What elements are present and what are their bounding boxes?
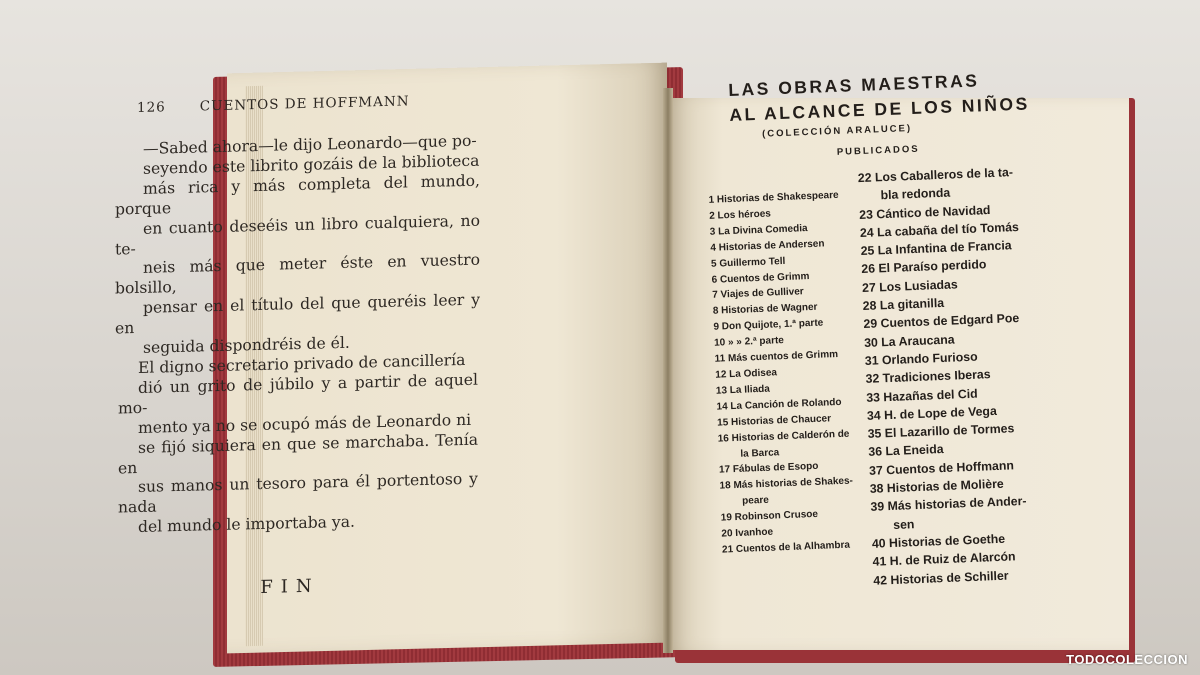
list-item: 2 Los héroes bbox=[709, 208, 772, 222]
list-item: peare bbox=[741, 494, 770, 507]
list-item: 3 La Divina Comedia bbox=[709, 222, 808, 238]
list-item: 36 La Eneida bbox=[868, 442, 944, 460]
published-heading: PUBLICADOS bbox=[836, 143, 920, 158]
list-item: bla redonda bbox=[880, 185, 951, 203]
list-item: 20 Ivanhoe bbox=[721, 526, 774, 540]
list-item: 39 Más historias de Ander- bbox=[870, 494, 1027, 515]
list-item: 8 Historias de Wagner bbox=[712, 302, 818, 318]
text-line: pensar en el título del que queréis leer y en bbox=[115, 290, 480, 338]
text-line: seyendo este librito gozáis de la biblioteca bbox=[143, 151, 480, 178]
page-number: 126 bbox=[137, 99, 166, 116]
book-gutter bbox=[663, 88, 673, 653]
text-line: El digno secretario privado de cancillería bbox=[138, 350, 466, 377]
collection-name: (COLECCIÓN ARALUCE) bbox=[761, 122, 913, 140]
list-item: 25 La Infantina de Francia bbox=[860, 238, 1012, 259]
end-mark: FIN bbox=[260, 575, 320, 599]
list-item: 23 Cántico de Navidad bbox=[858, 202, 991, 222]
list-item: 28 La gitanilla bbox=[862, 295, 945, 314]
titles-column-2 bbox=[858, 161, 1074, 589]
list-item: 18 Más historias de Shakes- bbox=[719, 475, 854, 492]
list-item: 33 Hazañas del Cid bbox=[866, 386, 978, 405]
list-item: la Barca bbox=[740, 446, 780, 460]
list-item: sen bbox=[892, 516, 915, 532]
text-line: neis más que meter éste en vuestro bolsillo, bbox=[115, 251, 480, 298]
list-item: 21 Cuentos de la Alhambra bbox=[721, 539, 851, 556]
list-item: 10 » » 2.ª parte bbox=[713, 335, 785, 349]
list-item: 13 La Iliada bbox=[715, 383, 771, 397]
list-item: 29 Cuentos de Edgard Poe bbox=[863, 311, 1020, 332]
list-item: 41 H. de Ruiz de Alarcón bbox=[872, 549, 1016, 570]
left-page-text bbox=[100, 91, 500, 602]
list-item: 35 El Lazarillo de Tormes bbox=[867, 421, 1015, 442]
text-line: en cuanto deseéis un libro cualquiera, no te- bbox=[115, 211, 480, 259]
right-page-text bbox=[708, 67, 1062, 588]
list-item: 34 H. de Lope de Vega bbox=[866, 403, 998, 423]
text-line: sus manos un tesoro para él portentoso y nada bbox=[118, 470, 478, 517]
series-title-line-1: LAS OBRAS MAESTRAS bbox=[728, 70, 980, 100]
text-line: seguida dispondréis de él. bbox=[143, 333, 350, 357]
series-title-line-2: AL ALCANCE DE LOS NIÑOS bbox=[728, 93, 1031, 125]
text-line: dió un grito de júbilo y a partir de aquel mo- bbox=[118, 370, 478, 418]
list-item: 6 Cuentos de Grimm bbox=[711, 270, 810, 286]
list-item: 14 La Canción de Rolando bbox=[716, 396, 842, 413]
list-item: 17 Fábulas de Esopo bbox=[718, 461, 819, 477]
list-item: 4 Historias de Andersen bbox=[710, 238, 825, 254]
list-item: 22 Los Caballeros de la ta- bbox=[857, 165, 1014, 186]
list-item: 37 Cuentos de Hoffmann bbox=[868, 458, 1015, 478]
list-item: 12 La Odisea bbox=[715, 367, 778, 381]
running-head-title: CUENTOS DE HOFFMANN bbox=[199, 93, 410, 115]
list-item: 5 Guillermo Tell bbox=[710, 255, 786, 270]
list-item: 15 Historias de Chaucer bbox=[716, 412, 832, 429]
list-item: 24 La cabaña del tío Tomás bbox=[859, 219, 1020, 240]
titles-list bbox=[708, 165, 1062, 588]
text-line: se fijó siquiera en que se marchaba. Tenía en bbox=[118, 430, 478, 477]
list-item: 30 La Araucana bbox=[863, 332, 955, 350]
list-item: 26 El Paraíso perdido bbox=[861, 257, 987, 277]
text-line: mento ya no se ocupó más de Leonardo ni bbox=[138, 410, 472, 437]
text-line: del mundo le importaba ya. bbox=[138, 512, 355, 537]
text-line: más rica y más completa del mundo, porque bbox=[115, 171, 480, 219]
list-item: 1 Historias de Shakespeare bbox=[708, 189, 839, 206]
watermark: TODOCOLECCION bbox=[1066, 652, 1188, 667]
list-item: 38 Historias de Molière bbox=[869, 476, 1004, 496]
list-item: 11 Más cuentos de Grimm bbox=[714, 349, 839, 365]
list-item: 31 Orlando Furioso bbox=[864, 349, 978, 368]
list-item: 27 Los Lusiadas bbox=[861, 277, 958, 295]
list-item: 19 Robinson Crusoe bbox=[720, 508, 819, 524]
list-item: 16 Historias de Calderón de bbox=[717, 428, 850, 445]
list-item: 40 Historias de Goethe bbox=[871, 531, 1006, 551]
titles-column-1 bbox=[708, 187, 872, 558]
paragraph-2 bbox=[118, 351, 478, 539]
list-item: 9 Don Quijote, 1.ª parte bbox=[713, 317, 824, 333]
text-line: —Sabed ahora—le dijo Leonardo—que po- bbox=[143, 131, 477, 158]
list-item: 42 Historias de Schiller bbox=[873, 568, 1009, 588]
list-item: 7 Viajes de Gulliver bbox=[712, 286, 804, 302]
paragraph-1 bbox=[115, 132, 480, 360]
list-item: 32 Tradiciones Iberas bbox=[865, 367, 991, 387]
